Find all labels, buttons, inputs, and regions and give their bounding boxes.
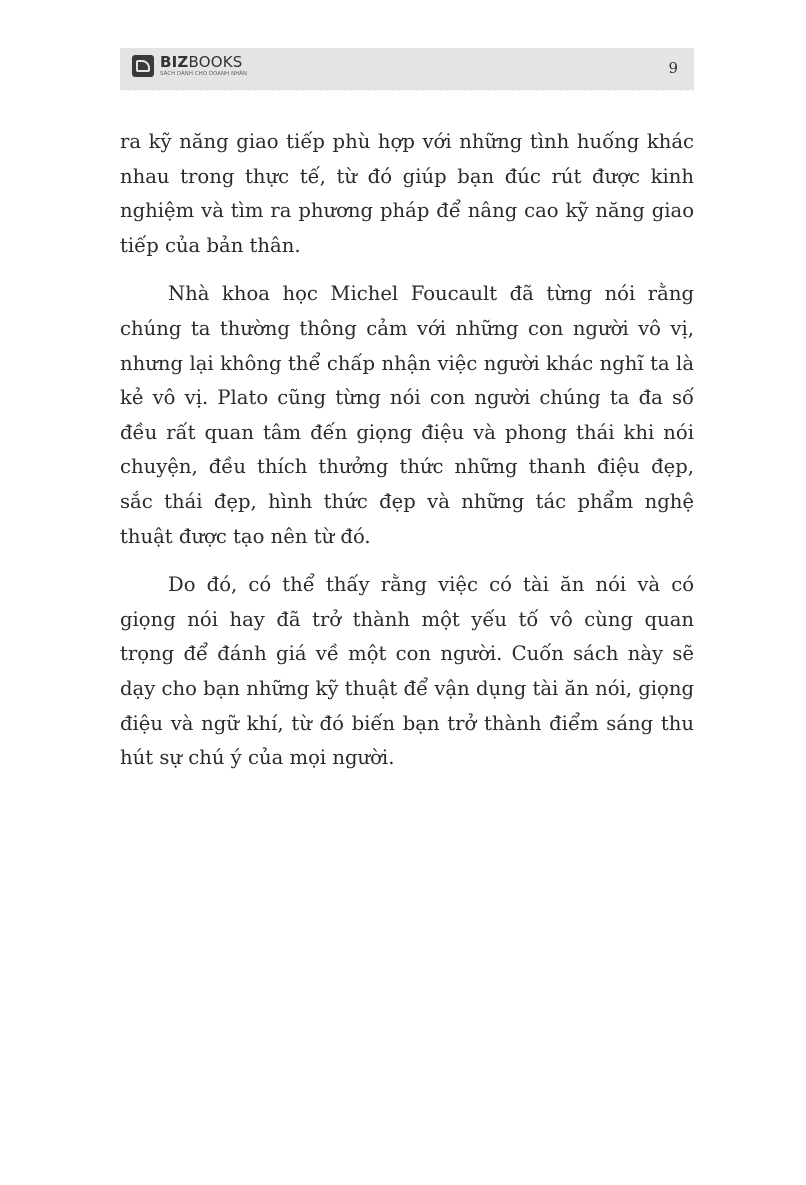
- page-body: [120, 125, 694, 790]
- paragraph-2: Nhà khoa học Michel Foucault đã từng nói rằng chúng ta thường thông cảm với những con người vô vị, nhưng lại không thể chấp nhận việc người khác nghĩ ta là kẻ vô vị. Plato cũng từng nói con người chúng ta đa số đều rất quan tâm đến giọng điệu và phong thái khi nói chuyện, đều thích thưởng thức những thanh điệu đẹp, sắc thái đẹp, hình thức đẹp và những tác phẩm nghệ thuật được tạo nên từ đó.: [120, 282, 694, 548]
- publisher-logo: [132, 55, 247, 77]
- logo-brand: [160, 55, 247, 70]
- paragraph-1: ra kỹ năng giao tiếp phù hợp với những tình huống khác nhau trong thực tế, từ đó giúp bạn đúc rút được kinh nghiệm và tìm ra phương pháp để nâng cao kỹ năng giao tiếp của bản thân.: [120, 130, 694, 257]
- logo-brand-light: BOOKS: [188, 53, 243, 71]
- logo-brand-bold: BIZ: [160, 53, 189, 71]
- logo-text: [160, 55, 247, 77]
- logo-tagline: SÁCH DÀNH CHO DOANH NHÂN: [160, 71, 248, 77]
- paragraph-3: Do đó, có thể thấy rằng việc có tài ăn nói và có giọng nói hay đã trở thành một yếu tố vô cùng quan trọng để đánh giá về một con người. Cuốn sách này sẽ dạy cho bạn những kỹ thuật để vận dụng tài ăn nói, giọng điệu và ngữ khí, từ đó biến bạn trở thành điểm sáng thu hút sự chú ý của mọi người.: [120, 573, 694, 770]
- page-number: 9: [668, 59, 678, 77]
- book-logo-icon: [132, 55, 154, 77]
- page-header: [120, 48, 694, 90]
